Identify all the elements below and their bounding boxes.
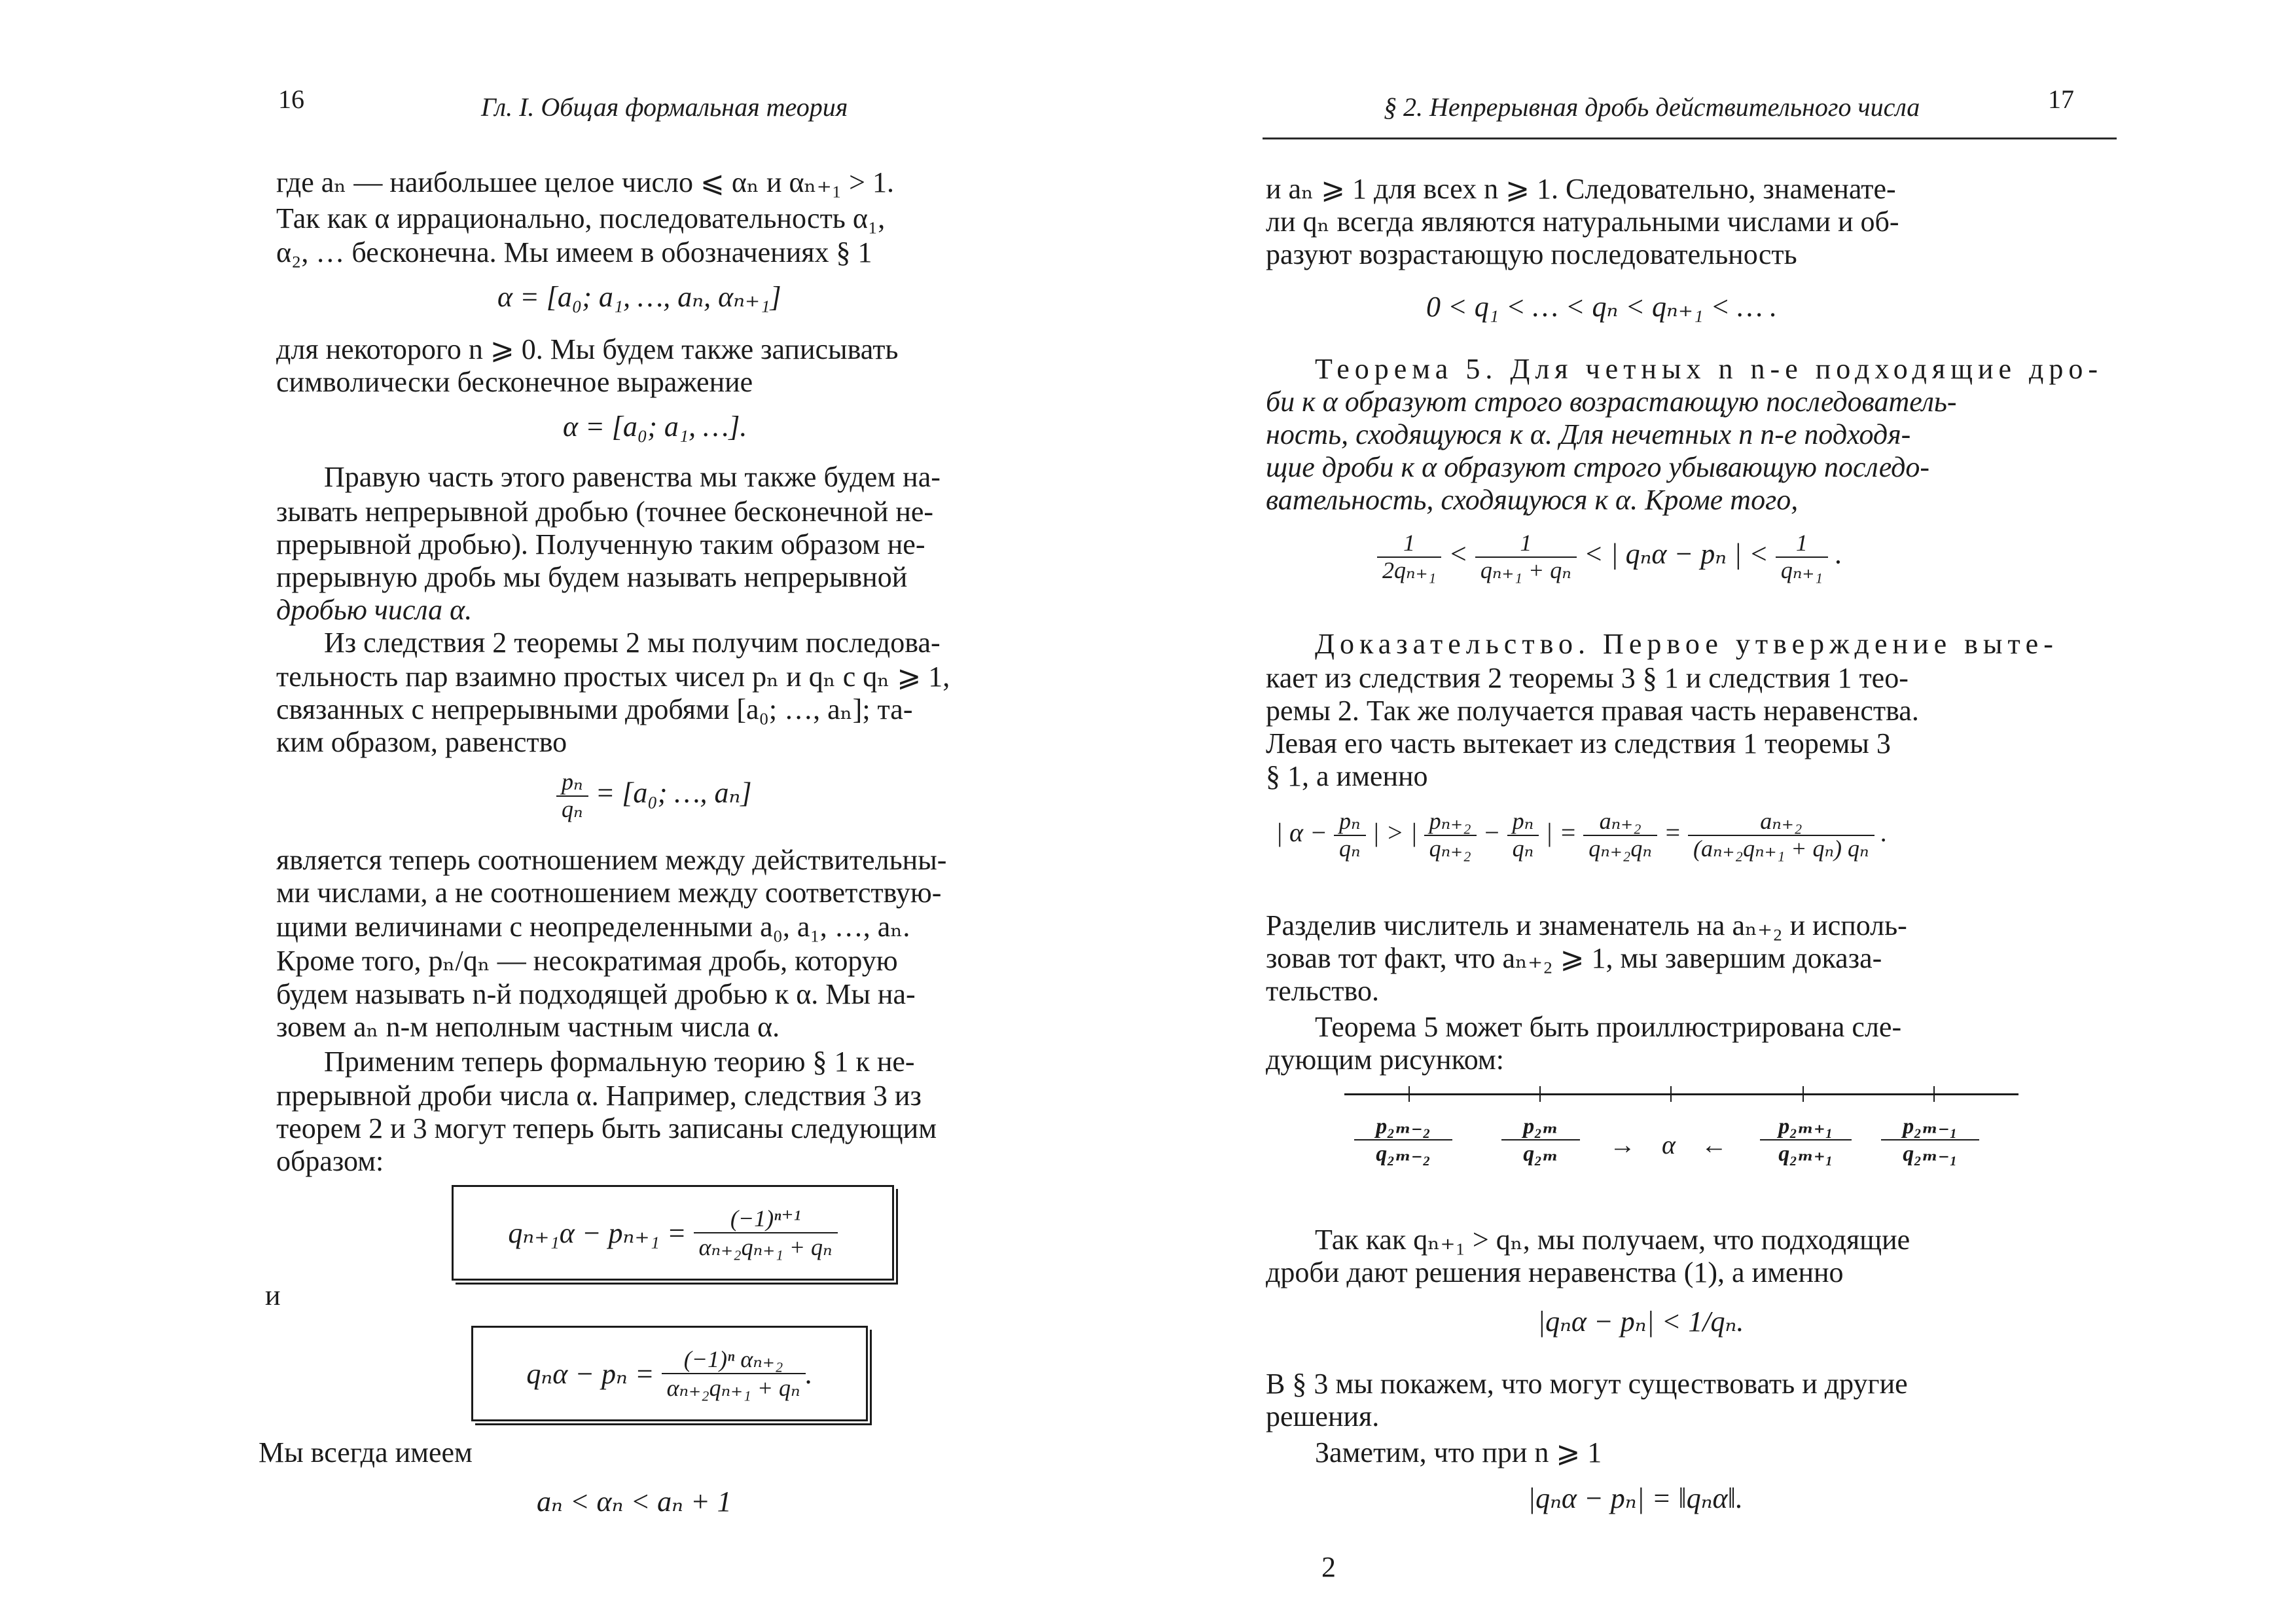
text-line: Левая его часть вытекает из следствия 1 теоремы 3 <box>1266 727 1891 759</box>
arrow-right-icon: → <box>1609 1130 1636 1159</box>
text-line: Применим теперь формальную теорию § 1 к не- <box>324 1046 915 1078</box>
boxed-equation-1: qₙ₊₁α − pₙ₊₁ = $\frac{\text{(−1)ⁿ⁺¹}}{\text{αₙ₊₂qₙ₊₁ + qₙ}}$ <box>452 1185 894 1281</box>
footer-number: 2 <box>1321 1551 1336 1583</box>
equation-alpha-infinite: α = [a₀; a₁, …]. <box>563 410 747 443</box>
text-line: прерывной дробью). Полученную таким образом не- <box>276 528 925 560</box>
equation-dirichlet: |qₙα − pₙ| < 1/qₙ. <box>1537 1305 1744 1338</box>
text-line: Так как qₙ₊₁ > qₙ, мы получаем, что подходящие <box>1315 1224 1910 1256</box>
tick <box>1803 1086 1804 1102</box>
text-line: Разделив числитель и знаменатель на aₙ₊₂ и исполь- <box>1266 909 1907 941</box>
fraction: $\frac{\text{pₙ₊₂}}{\text{qₙ₊₂}}$ <box>1424 809 1477 862</box>
text-line: Так как α иррационально, последовательность α₁, <box>276 202 886 234</box>
running-header-left: Гл. I. Общая формальная теория <box>481 92 848 122</box>
convergent-label: $\frac{\text{p₂ₘ₋₂}}{\text{q₂ₘ₋₂}}$ <box>1354 1113 1452 1167</box>
page-number-left: 16 <box>278 84 304 114</box>
convergent-label: $\frac{\text{p₂ₘ₋₁}}{\text{q₂ₘ₋₁}}$ <box>1881 1113 1979 1167</box>
text-line: ми числами, а не соотношением между соответствую- <box>276 877 942 909</box>
equation-q-sequence: 0 < q₁ < … < qₙ < qₙ₊₁ < … . <box>1426 291 1778 323</box>
text-line: связанных с непрерывными дробями [a₀; …, aₙ]; та- <box>276 693 913 725</box>
text-line: Мы всегда имеем <box>259 1436 473 1468</box>
text-line: является теперь соотношением между действительны- <box>276 844 947 876</box>
text-line: зывать непрерывной дробью (точнее бесконечной не- <box>276 496 934 528</box>
convergent-label: $\frac{\text{p₂ₘ₊₁}}{\text{q₂ₘ₊₁}}$ <box>1760 1113 1852 1167</box>
text-line: теорем 2 и 3 могут теперь быть записаны следующим <box>276 1112 937 1144</box>
fraction: $\frac{\text{aₙ₊₂}}{\text{qₙ₊₂qₙ}}$ <box>1583 809 1657 862</box>
theorem-line: би к α образуют строго возрастающую последователь- <box>1266 386 1957 418</box>
fraction: $\frac{\text{pₙ}}{\text{qₙ}}$ <box>556 769 588 822</box>
fraction: $\frac{1}{\text{2qₙ₊₁}}$ <box>1377 530 1441 583</box>
right-page <box>1148 0 2296 1623</box>
convergent-label: $\frac{\text{p₂ₘ}}{\text{q₂ₘ}}$ <box>1501 1113 1580 1167</box>
equation-alpha-finite: α = [a₀; a₁, …, aₙ, αₙ₊₁] <box>497 281 781 313</box>
boxed-equation-2: qₙα − pₙ = $\frac{\text{(−1)ⁿ αₙ₊₂}}{\text{αₙ₊₂qₙ₊₁ + qₙ}}$ . <box>471 1326 868 1421</box>
text-line: Теорема 5 может быть проиллюстрирована сле- <box>1315 1011 1902 1043</box>
text-line: тельство. <box>1266 975 1380 1007</box>
running-header-right: § 2. Непрерывная дробь действительного числа <box>1384 92 1920 122</box>
tick <box>1408 1086 1410 1102</box>
text-line: § 1, а именно <box>1266 760 1428 792</box>
text-line: дробью числа α. <box>276 594 473 626</box>
text-line: прерывную дробь мы будем называть непрерывной <box>276 561 908 593</box>
text-line: зовав тот факт, что aₙ₊₂ ⩾ 1, мы завершим доказа- <box>1266 942 1882 974</box>
fraction: $\frac{\text{aₙ₊₂}}{\text{(aₙ₊₂qₙ₊₁ + qₙ) qₙ}}$ <box>1688 809 1874 862</box>
text-line: Заметим, что при n ⩾ 1 <box>1315 1436 1602 1468</box>
text-line: α₂, … бесконечна. Мы имеем в обозначениях § 1 <box>276 236 872 268</box>
text-line: дроби дают решения неравенства (1), а именно <box>1266 1256 1844 1288</box>
proof-equation: | α − $\frac{\text{pₙ}}{\text{qₙ}}$ | > | $\frac{\text{pₙ₊₂}}{\text{qₙ₊₂}}$ − $\frac{\text{pₙ}}{\text{qₙ}}$ | = $\frac{\text{aₙ₊₂}}{\text{qₙ₊₂qₙ}}$ = $\frac{\text{aₙ₊₂}}{\text{(aₙ₊₂qₙ₊₁ + qₙ) qₙ}}$ . <box>1276 808 1888 862</box>
tick <box>1933 1086 1935 1102</box>
text-line: ким образом, равенство <box>276 726 567 758</box>
number-line <box>1344 1093 2018 1095</box>
text-line: прерывной дроби числа α. Например, следствия 3 из <box>276 1080 922 1112</box>
text-line: Кроме того, pₙ/qₙ — несократимая дробь, которую <box>276 945 898 977</box>
text-line: ли qₙ всегда являются натуральными числами и об- <box>1266 206 1899 238</box>
fraction: $\frac{\text{pₙ}}{\text{qₙ}}$ <box>1507 809 1539 862</box>
arrow-left-icon: ← <box>1701 1130 1727 1159</box>
equation-an-bounds: aₙ < αₙ < aₙ + 1 <box>537 1486 732 1518</box>
proof-line: Доказательство. Первое утверждение выте- <box>1315 628 2058 660</box>
text-line: ремы 2. Так же получается правая часть неравенства. <box>1266 695 1919 727</box>
page-number-right: 17 <box>2048 84 2074 114</box>
fraction: $\frac{\text{pₙ}}{\text{qₙ}}$ <box>1334 809 1366 862</box>
text-line: кает из следствия 2 теоремы 3 § 1 и следствия 1 тео- <box>1266 662 1909 694</box>
alpha-symbol: α <box>1662 1130 1676 1159</box>
fraction: $\frac{\text{(−1)ⁿ αₙ₊₂}}{\text{αₙ₊₂qₙ₊₁ + qₙ}}$ <box>662 1345 806 1402</box>
text-line: В § 3 мы покажем, что могут существовать и другие <box>1266 1368 1908 1400</box>
theorem-line: ность, сходящуюся к α. Для нечетных n n-е подходя- <box>1266 418 1911 450</box>
header-rule <box>1263 137 2117 139</box>
text-line: тельность пар взаимно простых чисел pₙ и qₙ с qₙ ⩾ 1, <box>276 661 950 693</box>
text-line: образом: <box>276 1145 384 1177</box>
text-line: Из следствия 2 теоремы 2 мы получим последова- <box>324 627 941 659</box>
theorem-line: щие дроби к α образуют строго убывающую последо- <box>1266 451 1930 483</box>
text-line: где aₙ — наибольшее целое число ⩽ αₙ и αₙ₊₁ > 1. <box>276 166 894 198</box>
text-line: и aₙ ⩾ 1 для всех n ⩾ 1. Следовательно, знаменате- <box>1266 173 1896 205</box>
text-line: и <box>265 1279 281 1311</box>
text-line: разуют возрастающую последовательность <box>1266 238 1797 270</box>
tick <box>1539 1086 1541 1102</box>
text-line: решения. <box>1266 1400 1380 1432</box>
text-line: Правую часть этого равенства мы также будем на- <box>324 461 941 493</box>
fraction: $\frac{\text{(−1)ⁿ⁺¹}}{\text{αₙ₊₂qₙ₊₁ + qₙ}}$ <box>694 1205 838 1261</box>
fraction: $\frac{1}{\text{qₙ₊₁ + qₙ}}$ <box>1475 530 1577 583</box>
theorem-line: Теорема 5. Для четных n n-е подходящие дро- <box>1315 353 2104 385</box>
tick <box>1670 1086 1672 1102</box>
inequality-theorem-5: $\frac{1}{\text{2qₙ₊₁}}$ < $\frac{1}{\text{qₙ₊₁ + qₙ}}$ < | qₙα − pₙ | < $\frac{1}{\text{qₙ₊₁}}$ . <box>1377 530 1842 583</box>
equation-pn-qn: $\frac{\text{pₙ}}{\text{qₙ}}$ = [a₀; …, aₙ] <box>556 769 751 822</box>
text-line: дующим рисунком: <box>1266 1044 1504 1076</box>
text-line: для некоторого n ⩾ 0. Мы будем также записывать <box>276 333 899 365</box>
theorem-line: вательность, сходящуюся к α. Кроме того, <box>1266 484 1799 516</box>
text-line: зовем aₙ n-м неполным частным числа α. <box>276 1011 780 1043</box>
text-line: символически бесконечное выражение <box>276 366 753 398</box>
text-line: щими величинами с неопределенными a₀, a₁, …, aₙ. <box>276 911 910 943</box>
fraction: $\frac{1}{\text{qₙ₊₁}}$ <box>1776 530 1828 583</box>
text-line: будем называть n-й подходящей дробью к α. Мы на- <box>276 978 916 1010</box>
equation-norm: |qₙα − pₙ| = ‖qₙα‖. <box>1528 1482 1743 1514</box>
